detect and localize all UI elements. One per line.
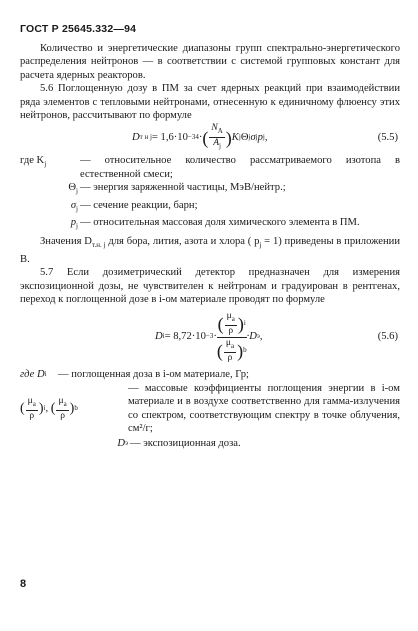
formula-5-6-ratio [217,311,247,364]
definition-mu2-sub: a [63,399,67,408]
paragraph-5-7: 5.7 Если дозиметрический детектор предназначен для измерения экспозиционной дозы, не чувствителен к нейтронам и градуирован в рентгенах, переход к поглощенной дозе в i-ом материале проводят по формуле [20,267,400,306]
definition-k-text: — относительное количество рассматриваемого изотопа в естественной смеси; [80,155,400,180]
paragraph-values [20,235,400,266]
definition-mu1-i: i [43,404,46,413]
definition-mu1: μ [27,395,33,406]
definition-mu-symbols: ( $\frac{\mu_a}{\rho}$ ) i , ( $\frac{\mu_a}{\rho}$ ) b [20,395,78,421]
formula-5-6 [20,311,400,364]
definition-de [20,437,400,450]
formula-5-5-sigma-sub: j [255,133,258,142]
definition-de-text: — экспозиционная доза. [130,437,241,449]
formula-5-6-tail-sub: э [256,332,260,341]
formula-5-6-numerator: ( $\frac{\mu_a}{\rho}$ ) i [217,310,246,336]
definition-sigma-symbol: σ [70,199,77,211]
definition-di-sub: i [44,369,47,378]
paragraph-values-sub: т.н. j [91,241,106,250]
paragraph-values-middle: для бора, лития, азота и хлора ( p [105,236,260,248]
definition-mu2: μ [58,395,64,406]
definitions-5-6 [20,368,400,450]
definition-theta-text: — энергия заряженной частицы, МэВ/нейтр.; [80,182,286,194]
definition-rho-symbol: p [70,217,77,229]
formula-5-5-k-sub: j [238,133,241,142]
definition-k [20,154,400,181]
definition-de-sub: э [124,438,128,447]
formula-5-5-comma: , [264,132,268,144]
definitions-5-5 [20,154,400,233]
formula-5-5-expression: D т н j = 1,6·10 −34 · ( $\frac{N_A}{A_j}$ ) K j Θ j σ j p j , [132,123,268,151]
formula-5-5-theta-sub: j [248,133,251,142]
formula-5-5-rho-sub: j [262,133,265,142]
formula-5-5-theta: Θ [240,132,249,144]
definition-di [20,368,400,381]
definition-rho-sub: j [76,222,78,231]
formula-5-6-sub-i: i [243,318,246,327]
formula-5-6-tail: ·D [246,331,257,343]
formula-5-5-number: (5.5) [377,132,398,144]
formula-5-6-lhs: D [155,331,163,343]
formula-5-5-den-sub: j [219,142,221,151]
formula-5-5-num: N [211,123,218,134]
formula-5-6-comma: , [259,331,263,343]
formula-5-6-rho-bottom: ρ [227,352,233,363]
formula-5-5-num-sub: A [217,127,223,136]
definition-rho-text: — относительная массовая доля химического элемента в ПМ. [80,217,360,229]
formula-5-5-exp: −34 [187,133,199,142]
definition-theta-symbol: Θ [68,182,77,194]
definition-rho2: ρ [60,410,65,421]
formula-5-6-exp: −3 [205,332,214,341]
document-body [20,42,400,450]
definition-theta [20,181,400,198]
paragraph-5-6: 5.6 Поглощенную дозу в ПМ за счет ядерных реакций при взаимодействии ряда элементов с тепловыми нейтронами, отнесенную к единичному флюенсу этих нейтронов, рассчитывают по формуле [20,83,400,122]
definition-mu1-sub: a [32,399,36,408]
formula-5-6-number: (5.6) [377,331,398,343]
definition-sigma [20,199,400,216]
formula-5-6-coef: = 8,72·10 [164,331,206,343]
definition-rho [20,216,400,233]
formula-5-5-fraction [209,123,224,152]
formula-5-6-expression: D i = 8,72·10 −3 · ( $\frac{\mu_a}{\rho}$ ) i ( $\frac{\mu_a}{\rho}$ ) b ·D э , [155,310,263,363]
page-number: 8 [20,578,27,590]
formula-5-6-lhs-sub: i [162,332,165,341]
formula-5-5-coef: = 1,6·10 [151,132,188,144]
formula-5-5-lhs-sub: т н j [139,133,152,142]
formula-5-5-sigma: σ [250,132,256,144]
formula-5-5-lhs: D [132,132,140,144]
formula-5-5 [20,123,400,152]
paragraph-values-rho-sub: j [259,241,262,250]
definition-theta-sub: j [76,187,78,196]
paragraph-group-ranges: Количество и энергетические диапазоны групп спектрально-энергетического распределения нейтронов — в соответствии с системой групповых констант для расчета ядерных реакторов. [20,43,400,81]
formula-5-6-denominator: ( $\frac{\mu_a}{\rho}$ ) b [216,337,247,363]
document-header: ГОСТ Р 25645.332—94 [20,23,137,35]
definition-de-symbol: D [117,437,125,449]
formula-5-5-den: A [213,138,220,149]
definition-di-text: — поглощенная доза в i-ом материале, Гр; [58,368,249,380]
definition-mu-text: — массовые коэффициенты поглощения энергии в i-ом материале и в воздухе соответственно для гамма-излучения со спектром, соответствующим спектру в точке облучения, см²/г; [128,382,400,435]
formula-5-6-mu-top: μ [226,310,232,321]
formula-5-5-close-paren: ) [225,127,232,148]
formula-5-5-open-paren: ( [202,127,209,148]
formula-5-5-rho: p [257,132,263,144]
paragraph-values-end: = 1) приведены в приложении В. [20,236,401,265]
definition-mu2-b: b [74,404,78,413]
formula-5-6-sub-b: b [243,345,247,354]
definition-di-symbol: где D [20,368,45,380]
definition-mu [20,382,400,436]
formula-5-6-mu-top-sub: a [231,314,235,323]
definition-k-symbol: где K [20,155,45,167]
definition-sigma-text: — сечение реакции, барн; [80,199,198,211]
definition-k-sub: j [44,160,47,169]
formula-5-6-mu-bottom: μ [225,337,231,348]
definition-rho1: ρ [29,410,35,421]
paragraph-values-start: Значения D [40,236,92,248]
formula-5-5-k: K [231,132,239,144]
formula-5-6-rho-top: ρ [228,325,234,336]
formula-5-6-mu-bottom-sub: a [230,341,235,350]
definition-sigma-sub: j [76,204,78,213]
